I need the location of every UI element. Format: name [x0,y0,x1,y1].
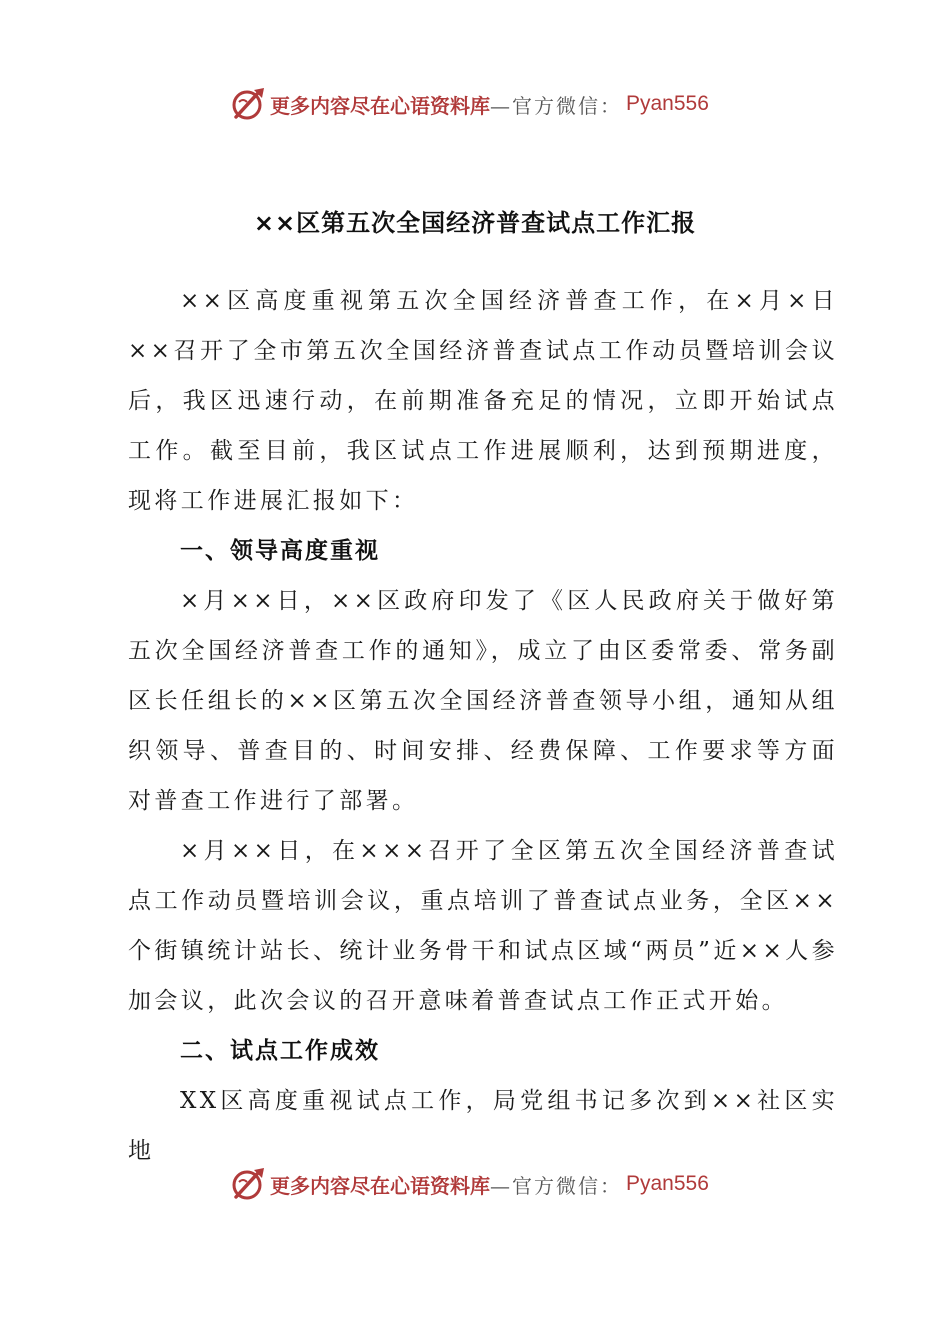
pen-logo-icon [228,1164,268,1204]
pen-logo-icon [228,84,268,124]
document-title: ××区第五次全国经济普查试点工作汇报 [253,209,697,237]
section-2-paragraph-1: XX区高度重视试点工作，局党组书记多次到××社区实地 [128,1088,838,1164]
intro-paragraph: ××区高度重视第五次全国经济普查工作，在×月×日××召开了全市第五次全国经济普查试点工作动员暨培训会议后，我区迅速行动，在前期准备充足的情况，立即开始试点工作。截至目前，我区试点工作进展顺利，达到预期进度，现将工作进展汇报如下： [128,288,838,514]
watermark-wechat-label: —官方微信： [490,93,622,118]
section-heading-2: 二、试点工作成效 [180,1038,380,1064]
section-heading-1: 一、领导高度重视 [180,538,380,564]
watermark-title: 更多内容尽在心语资料库 [270,93,490,118]
watermark-wechat-id: Pyan556 [626,1172,709,1195]
watermark-title: 更多内容尽在心语资料库 [270,1173,490,1198]
section-1-paragraph-1: ×月××日，××区政府印发了《区人民政府关于做好第五次全国经济普查工作的通知》，成立了由区委常委、常务副区长任组长的××区第五次全国经济普查领导小组，通知从组织领导、普查目的、时间安排、经费保障、工作要求等方面对普查工作进行了部署。 [128,588,838,814]
watermark-header [228,84,709,124]
watermark-wechat-id: Pyan556 [626,92,709,115]
section-1-paragraph-2: ×月××日，在×××召开了全区第五次全国经济普查试点工作动员暨培训会议，重点培训了普查试点业务，全区××个街镇统计站长、统计业务骨干和试点区域“两员”近××人参加会议，此次会议的召开意味着普查试点工作正式开始。 [128,838,838,1014]
watermark-footer [228,1164,709,1204]
watermark-wechat-label: —官方微信： [490,1173,622,1198]
document-body [128,276,838,1176]
